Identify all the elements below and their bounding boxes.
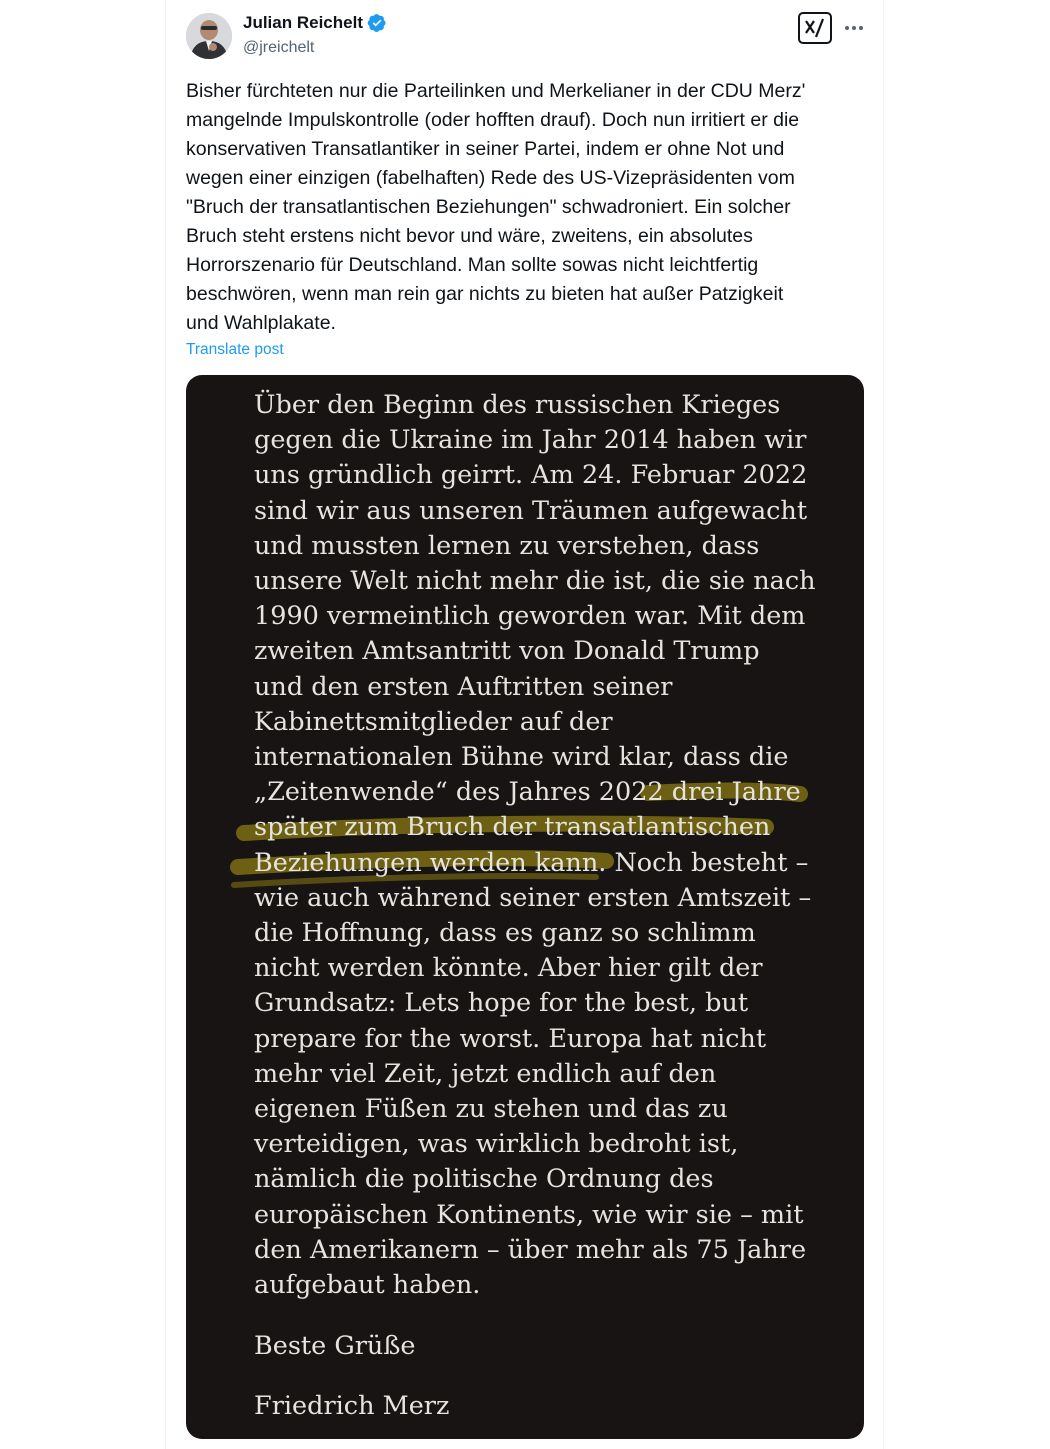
avatar[interactable]: [186, 13, 232, 59]
author-handle[interactable]: @jreichelt: [243, 39, 315, 56]
letter-text: Über den Beginn des russischen Krieges gegen die Ukraine im Jahr 2014 haben wir uns gründlich geirrt. Am 24. Februar 2022 sind wir aus unseren Träumen aufgewacht und mussten lernen zu verstehen, dass unsere Welt nicht mehr die ist, die sie nach 1990 vermeintlich geworden war. Mit dem zweiten Amtsantritt von Donald Trump und den ersten Auftritten seiner Kabinettsmitglieder auf der internationalen Bühne wird klar, dass die „Zeitenwende“ des Jahres 2022 drei Jahre später zum Bruch der transatlantischen Beziehungen werden kann. Noch besteht – wie auch während seiner ersten Amtszeit – die Hoffnung, dass es ganz so schlimm nicht werden könnte. Aber hier gilt der Grundsatz: Lets hope for the best, but prepare for the worst. Europa hat nicht mehr viel Zeit, jetzt endlich auf den eigenen Füßen zu stehen und das zu verteidigen, was wirklich bedroht ist, nämlich die politische Ordnung des europäischen Kontinents, wie wir sie – mit den Amerikanern – über mehr als 75 Jahre aufgebaut haben.: [254, 390, 816, 1301]
grok-button[interactable]: [798, 12, 832, 44]
post-image[interactable]: [186, 375, 864, 1439]
letter-signature: Friedrich Merz: [254, 1391, 450, 1421]
avatar-image: [186, 13, 232, 59]
author-name[interactable]: [243, 12, 387, 34]
author-name-text[interactable]: Julian Reichelt: [243, 13, 363, 32]
translate-post-link[interactable]: Translate post: [186, 341, 284, 358]
post-text: Bisher fürchteten nur die Parteilinken und Merkelianer in der CDU Merz' mangelnde Impulskontrolle (oder hofften drauf). Doch nun irritiert er die konservativen Transatlantiker in seiner Partei, indem er ohne Not und wegen einer einzigen (fabelhaften) Rede des US-Vizepräsidenten vom "Bruch der transatlantischen Beziehungen" schwadroniert. Ein solcher Bruch steht erstens nicht bevor und wäre, zweitens, ein absolutes Horrorszenario für Deutschland. Man sollte sowas nicht leichtfertig beschwören, wenn man rein gar nichts zu bieten hat außer Patzigkeit und Wahlplakate.: [186, 80, 806, 334]
letter-closing: Beste Grüße: [254, 1331, 416, 1361]
more-icon: [844, 25, 864, 31]
more-button[interactable]: [840, 14, 868, 42]
verified-badge-icon[interactable]: [367, 13, 387, 33]
grok-icon: [804, 18, 826, 38]
